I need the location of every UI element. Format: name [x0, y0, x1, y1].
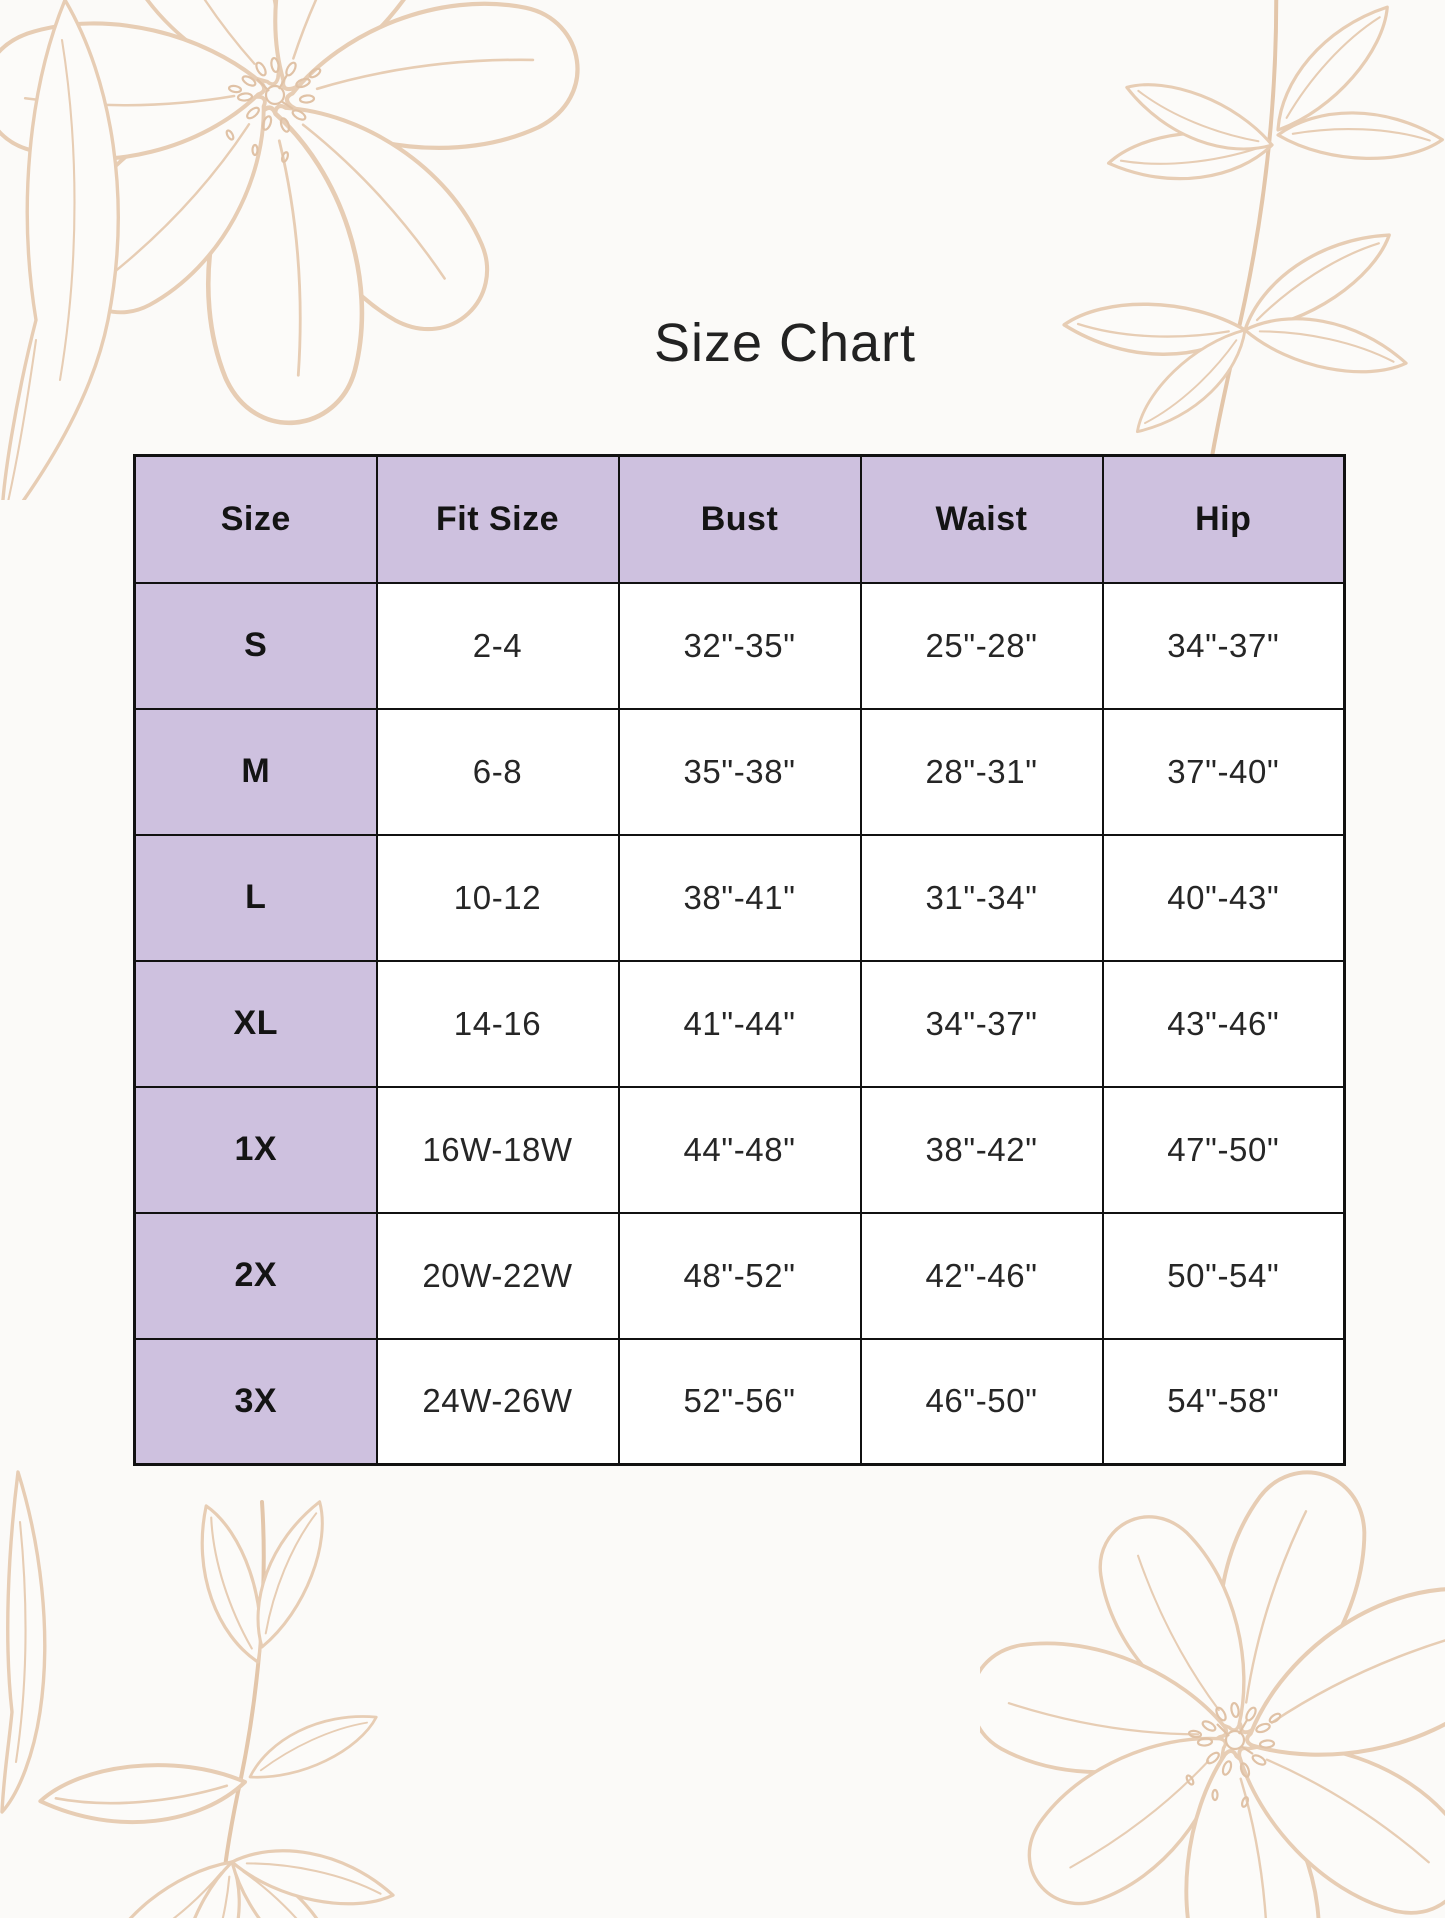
measurement-cell: 31"-34" [861, 835, 1103, 961]
measurement-cell: 42"-46" [861, 1213, 1103, 1339]
table-row [135, 1087, 1345, 1213]
size-cell: 2X [135, 1213, 377, 1339]
table-row [135, 583, 1345, 709]
flower-sketch-bottom-right [980, 1452, 1445, 1918]
measurement-cell: 20W-22W [377, 1213, 619, 1339]
flower-sketch-top-left [0, 0, 710, 500]
leaf-sprig-sketch-bottom-left [0, 1462, 470, 1918]
measurement-cell: 44"-48" [619, 1087, 861, 1213]
measurement-cell: 34"-37" [861, 961, 1103, 1087]
measurement-cell: 38"-42" [861, 1087, 1103, 1213]
size-cell: XL [135, 961, 377, 1087]
measurement-cell: 14-16 [377, 961, 619, 1087]
leaf-branch-sketch-top-right [1030, 0, 1445, 520]
column-header-hip: Hip [1103, 456, 1345, 583]
measurement-cell: 10-12 [377, 835, 619, 961]
measurement-cell: 37"-40" [1103, 709, 1345, 835]
table-row [135, 1213, 1345, 1339]
measurement-cell: 35"-38" [619, 709, 861, 835]
column-header-size: Size [135, 456, 377, 583]
measurement-cell: 6-8 [377, 709, 619, 835]
measurement-cell: 41"-44" [619, 961, 861, 1087]
size-cell: M [135, 709, 377, 835]
measurement-cell: 40"-43" [1103, 835, 1345, 961]
measurement-cell: 46"-50" [861, 1339, 1103, 1465]
table-row [135, 709, 1345, 835]
size-chart-table [133, 454, 1346, 1466]
column-header-bust: Bust [619, 456, 861, 583]
measurement-cell: 2-4 [377, 583, 619, 709]
measurement-cell: 24W-26W [377, 1339, 619, 1465]
measurement-cell: 50"-54" [1103, 1213, 1345, 1339]
measurement-cell: 54"-58" [1103, 1339, 1345, 1465]
size-cell: 3X [135, 1339, 377, 1465]
page-title: Size Chart [653, 313, 917, 373]
measurement-cell: 34"-37" [1103, 583, 1345, 709]
table-row [135, 961, 1345, 1087]
measurement-cell: 43"-46" [1103, 961, 1345, 1087]
measurement-cell: 28"-31" [861, 709, 1103, 835]
table-row [135, 1339, 1345, 1465]
size-cell: L [135, 835, 377, 961]
size-cell: 1X [135, 1087, 377, 1213]
measurement-cell: 47"-50" [1103, 1087, 1345, 1213]
size-cell: S [135, 583, 377, 709]
measurement-cell: 52"-56" [619, 1339, 861, 1465]
header-row [135, 456, 1345, 583]
measurement-cell: 38"-41" [619, 835, 861, 961]
column-header-fit-size: Fit Size [377, 456, 619, 583]
table-row [135, 835, 1345, 961]
column-header-waist: Waist [861, 456, 1103, 583]
measurement-cell: 25"-28" [861, 583, 1103, 709]
measurement-cell: 32"-35" [619, 583, 861, 709]
measurement-cell: 16W-18W [377, 1087, 619, 1213]
measurement-cell: 48"-52" [619, 1213, 861, 1339]
